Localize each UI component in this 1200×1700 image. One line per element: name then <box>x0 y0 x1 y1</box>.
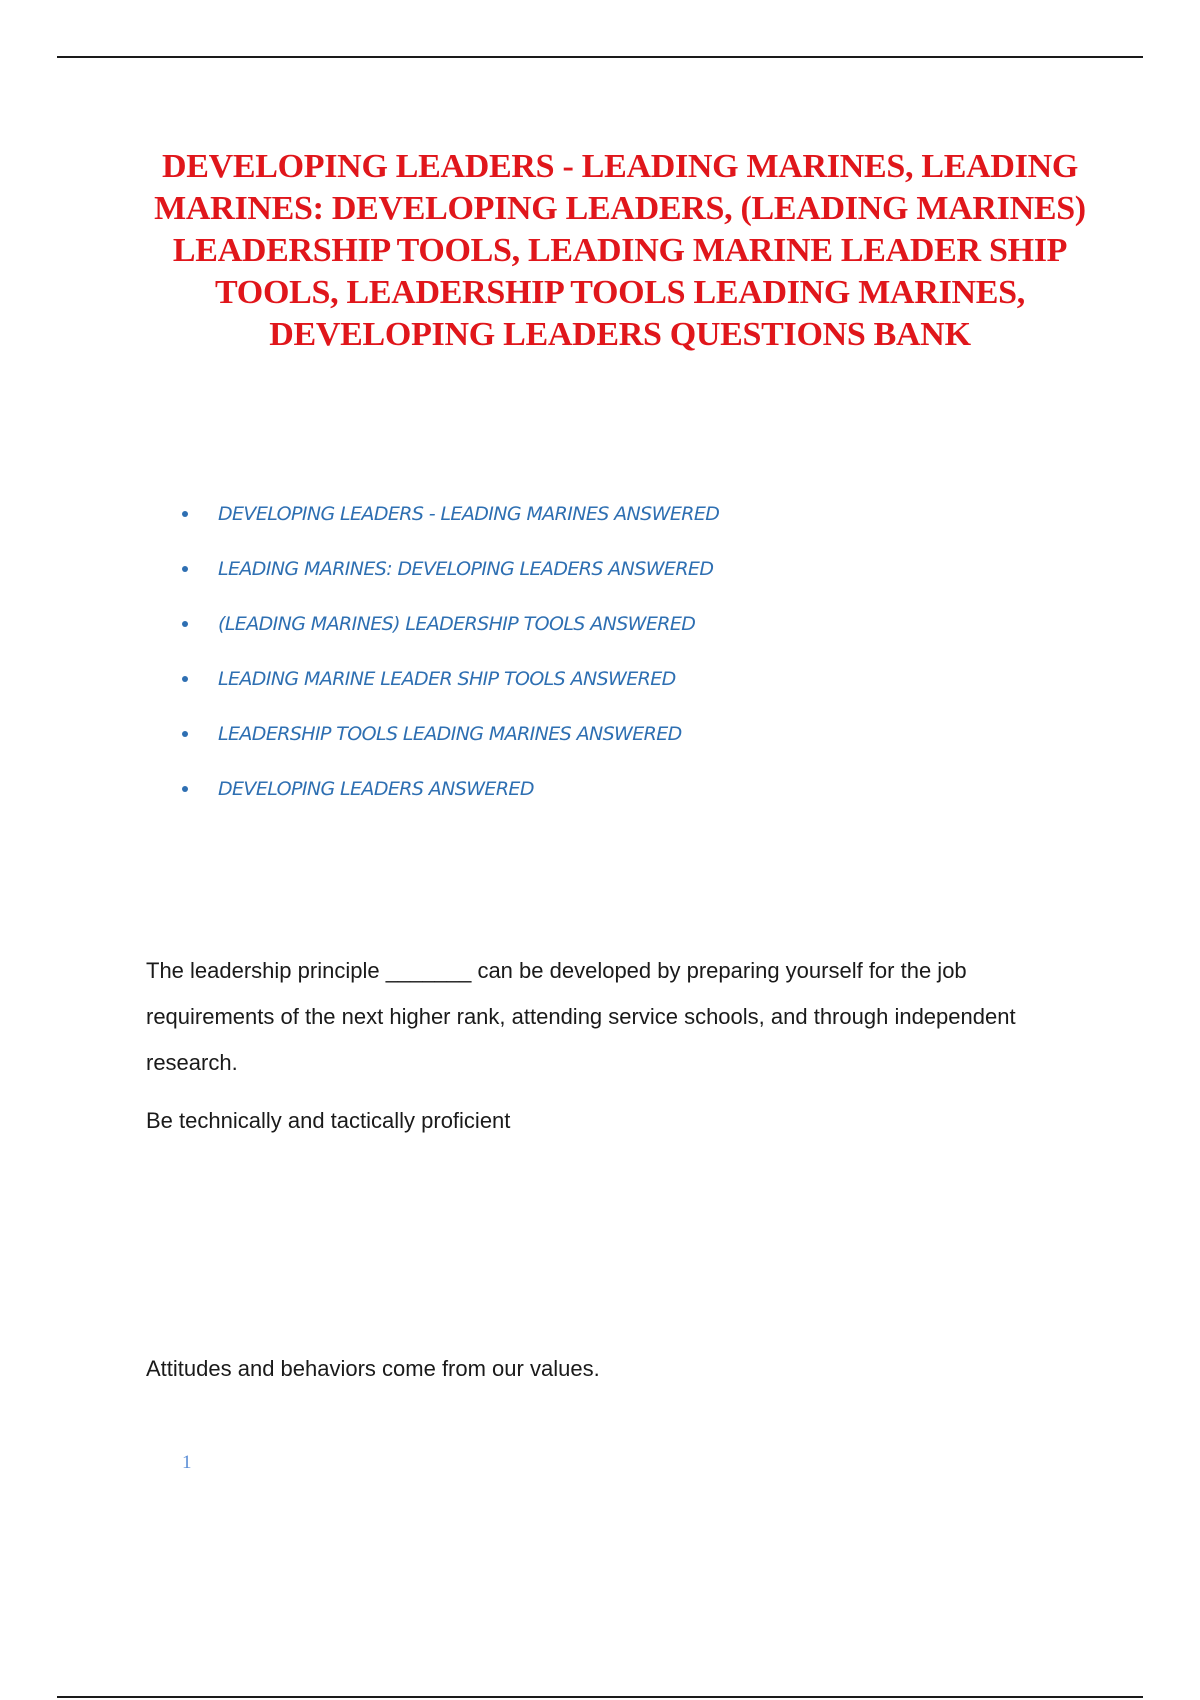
toc-item[interactable] <box>180 557 719 612</box>
bullet-icon <box>182 731 188 737</box>
toc-list <box>180 502 719 832</box>
toc-item[interactable] <box>180 612 719 667</box>
bullet-icon <box>182 511 188 517</box>
toc-item-label: DEVELOPING LEADERS - LEADING MARINES ANSWERED <box>218 503 720 525</box>
toc-item[interactable] <box>180 667 719 722</box>
bullet-icon <box>182 676 188 682</box>
statement-text: Attitudes and behaviors come from our values. <box>146 1356 600 1381</box>
document-title: DEVELOPING LEADERS - LEADING MARINES, LEADING MARINES: DEVELOPING LEADERS, (LEADING MARINES) LEADERSHIP TOOLS, LEADING MARINE LEADER SHIP TOOLS, LEADERSHIP TOOLS LEADING MARINES, DEVELOPING LEADERS QUESTIONS BANK <box>154 148 1086 353</box>
bullet-icon <box>182 786 188 792</box>
bullet-icon <box>182 566 188 572</box>
toc-item-label: (LEADING MARINES) LEADERSHIP TOOLS ANSWERED <box>218 613 696 635</box>
toc-item-label: LEADING MARINES: DEVELOPING LEADERS ANSWERED <box>218 558 714 580</box>
question-text: The leadership principle _______ can be developed by preparing yourself for the job requirements of the next higher rank, attending service schools, and through independent research. <box>146 958 1016 1075</box>
toc-item[interactable] <box>180 502 719 557</box>
toc-item-label: LEADERSHIP TOOLS LEADING MARINES ANSWERED <box>218 723 682 745</box>
bullet-icon <box>182 621 188 627</box>
bottom-rule <box>57 1696 1143 1698</box>
page-number: 1 <box>182 1452 192 1473</box>
toc-item[interactable] <box>180 777 719 832</box>
toc-item[interactable] <box>180 722 719 777</box>
toc-item-label: LEADING MARINE LEADER SHIP TOOLS ANSWERED <box>218 668 676 690</box>
toc-item-label: DEVELOPING LEADERS ANSWERED <box>218 778 534 800</box>
answer-text: Be technically and tactically proficient <box>146 1108 511 1133</box>
top-rule <box>57 56 1143 58</box>
